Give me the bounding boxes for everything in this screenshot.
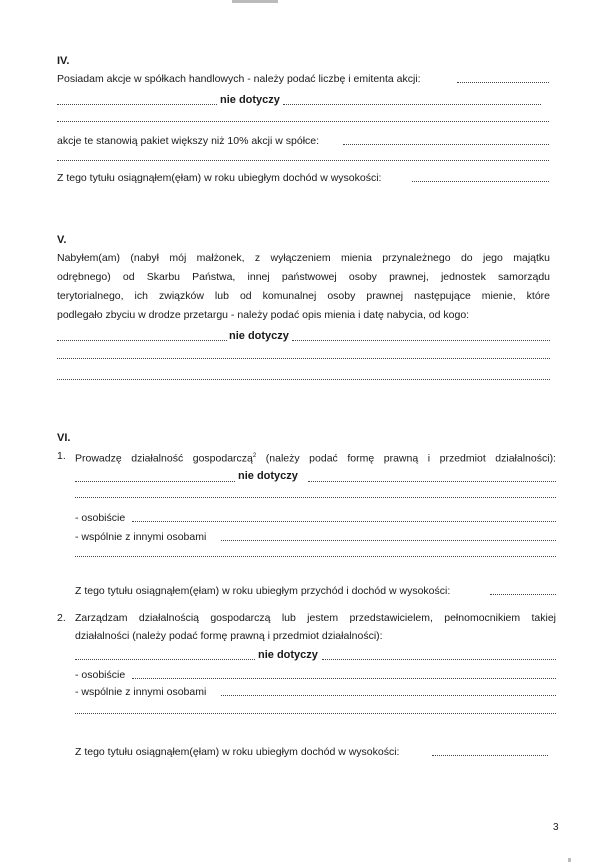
not-applicable-v: nie dotyczy <box>229 330 289 342</box>
item-2-jointly-field <box>221 695 556 696</box>
item-1-field-3 <box>75 497 556 498</box>
section-v-field-3 <box>57 358 550 359</box>
section-vi-heading: VI. <box>57 432 71 444</box>
section-v-field-2 <box>292 340 550 341</box>
section-v-line-4: podlegało zbyciu w drodze przetargu - należy podać opis mienia i datę nabycia, od kogo: <box>57 309 470 321</box>
item-1-income-label: Z tego tytułu osiągnąłem(ęłam) w roku ubiegłym przychód i dochód w wysokości: <box>75 585 451 597</box>
item-1-field-2 <box>308 481 556 482</box>
item-2-income-field <box>432 755 548 756</box>
shares-label: Posiadam akcje w spółkach handlowych - należy podać liczbę i emitenta akcji: <box>57 73 421 85</box>
income-field-iv <box>412 181 549 182</box>
section-v-field-4 <box>57 379 550 380</box>
item-2-field-1 <box>75 659 255 660</box>
section-v-line-2: odrębnego) od Skarbu Państwa, innej państwowej osoby prawnej, jednostek samorządu <box>57 271 550 283</box>
over10-field-1 <box>343 144 549 145</box>
scan-mark-top <box>232 0 278 3</box>
over10-label: akcje te stanowią pakiet większy niż 10% akcji w spółce: <box>57 135 320 147</box>
over10-field-2 <box>57 160 549 161</box>
page-number: 3 <box>553 822 559 833</box>
item-1-line-1 <box>75 450 556 466</box>
scan-mark-bottom <box>568 858 571 862</box>
section-iv-heading: IV. <box>57 55 70 67</box>
section-v-heading: V. <box>57 234 67 246</box>
item-2-income-label: Z tego tytułu osiągnąłem(ęłam) w roku ubiegłym dochód w wysokości: <box>75 746 400 758</box>
item-2-personally-field <box>132 678 556 679</box>
item-1-jointly: - wspólnie z innymi osobami <box>75 531 207 543</box>
item-1-income-field <box>490 594 556 595</box>
not-applicable-iv: nie dotyczy <box>220 94 280 106</box>
item-2-field-3 <box>75 713 556 714</box>
item-1-jointly-field <box>221 540 556 541</box>
item-1-number: 1. <box>57 450 66 462</box>
item-2-number: 2. <box>57 612 66 624</box>
shares-field-3 <box>283 104 541 105</box>
section-v-line-3: terytorialnego, ich związków lub od komunalnej osoby prawnej następujące mienie, które <box>57 290 550 302</box>
item-1-field-4 <box>75 556 556 557</box>
item-1-personally: - osobiście <box>75 512 126 524</box>
item-2-jointly: - wspólnie z innymi osobami <box>75 686 207 698</box>
item-1-personally-field <box>132 521 556 522</box>
item-1-text-pre: Prowadzę działalność gospodarczą <box>75 452 253 465</box>
income-label-iv: Z tego tytułu osiągnąłem(ęłam) w roku ubiegłym dochód w wysokości: <box>57 172 382 184</box>
item-1-text-post: (należy podać formę prawną i przedmiot działalności): <box>265 452 556 465</box>
item-1-field-1 <box>75 481 235 482</box>
shares-field-1 <box>457 82 549 83</box>
item-2-personally: - osobiście <box>75 669 126 681</box>
item-2-line-2: działalności (należy podać formę prawną i przedmiot działalności): <box>75 630 383 642</box>
item-2-field-2 <box>322 659 556 660</box>
not-applicable-vi-2: nie dotyczy <box>258 649 318 661</box>
shares-field-2 <box>57 104 217 105</box>
item-2-line-1: Zarządzam działalnością gospodarczą lub jestem przedstawicielem, pełnomocnikiem takiej <box>75 612 556 624</box>
not-applicable-vi-1: nie dotyczy <box>238 470 298 482</box>
section-v-line-1: Nabyłem(am) (nabył mój małżonek, z wyłączeniem mienia przynależnego do jego majątku <box>57 252 550 264</box>
footnote-marker: 2 <box>252 453 257 459</box>
shares-field-4 <box>57 121 549 122</box>
section-v-field-1 <box>57 340 227 341</box>
